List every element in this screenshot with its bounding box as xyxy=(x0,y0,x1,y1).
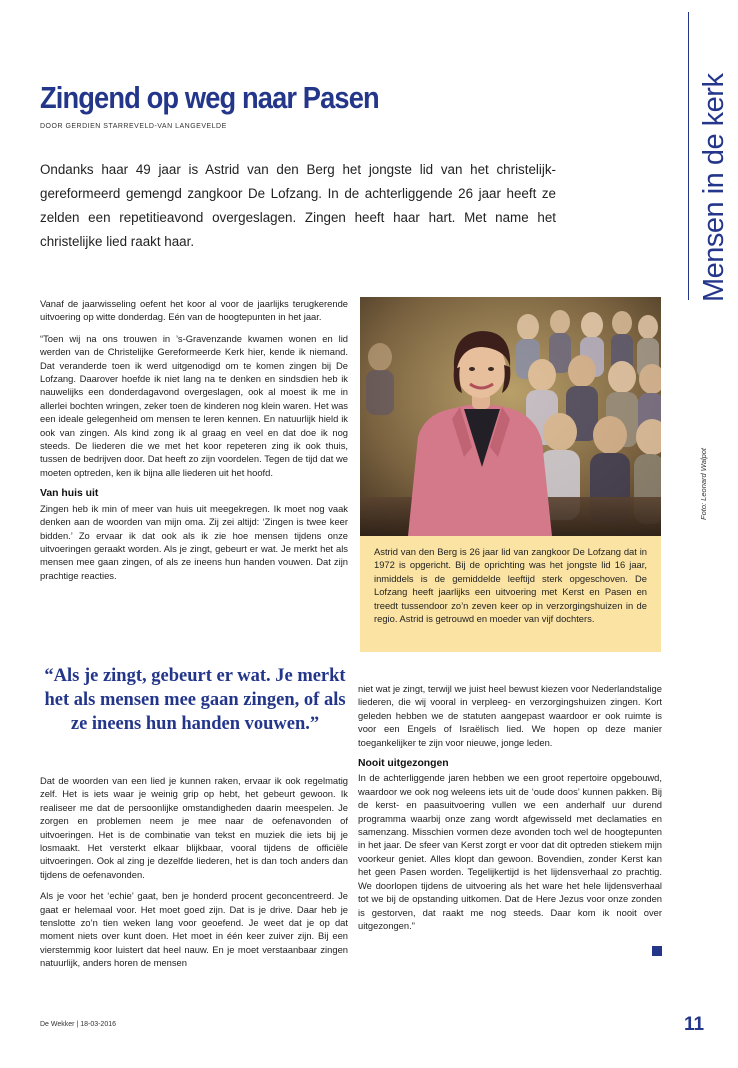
photo-illustration xyxy=(360,297,661,536)
paragraph: Dat de woorden van een lied je kunnen raken, ervaar ik ook regelmatig zelf. Het is iets waar je weinig grip op hebt, het gebeurt gewoon. Ik realiseer me dat de persoonlijke omstandigheden daarin meespelen. Je zorgen en problemen neem je mee naar de oefenavonden of uitvoeringen. Het is de combinatie van tekst en muziek die iets bij je losmaakt. Het versterkt elkaar blijkbaar, vooral tijdens de officiële uitvoeringen. Ook al zing je dezelfde liederen, het is dan toch anders dan tijdens de oefenavonden. xyxy=(40,775,348,880)
page-number: 11 xyxy=(684,1014,705,1035)
column-1 xyxy=(40,297,348,590)
paragraph: Vanaf de jaarwisseling oefent het koor al voor de jaarlijks terugkerende uitvoering op witte donderdag. Eén van de hoogtepunten in het jaar. xyxy=(40,298,348,323)
article-title: Zingend op weg naar Pasen xyxy=(40,80,379,115)
pull-quote: “Als je zingt, gebeurt er wat. Je merkt het als mensen mee gaan zingen, of als ze ineens hun handen vouwen.” xyxy=(44,666,346,734)
paragraph: In de achterliggende jaren hebben we een groot repertoire opgebouwd, waardoor we ook nog weleens iets uit de ‘oude doos’ kunnen pakken. Bij de kerst- en paasuitvoering vullen we een anderhalf uur durend programma waarbij onze zang wordt afgewisseld met declamaties en samenzang. Misschien vormen deze avonden toch wel de hoogtepunten in het jaar. De sfeer van Kerst zorgt er voor dat dit optreden stiekem mijn voorkeur geniet. Alles klopt dan gewoon. Bovendien, zonder Kerst kan het geen Pasen worden. Tegelijkertijd is het lijdensverhaal zo prachtig. We doorlopen tijdens de uitvoering als het ware het hele lijdensverhaal tot we bij de opstanding uitkomen. Dat de Here Jezus voor onze zonden is gestorven, dat raakt me nog steeds. Daar kom ik nooit over uitgezongen.” xyxy=(358,772,662,931)
section-divider-line xyxy=(688,12,689,300)
section-label: Mensen in de kerk xyxy=(698,73,730,302)
footer-publication: De Wekker | 18-03-2016 xyxy=(40,1021,117,1028)
end-of-article-square-icon xyxy=(652,946,662,956)
paragraph: Zingen heb ik min of meer van huis uit meegekregen. Ik moet nog vaak denken aan de woorden van mijn oma. Zij zei altijd: ‘Zingen is twee keer bidden.’ Zo ervaar ik dat ook als ik zie hoe mensen tijdens onze uitvoeringen geraakt worden. Als je zingt, gebeurt er wat. Je merkt het als mensen mee gaan zingen, of als ze ineens hun handen vouwen. Dat zijn prachtige reacties. xyxy=(40,502,348,581)
paragraph: “Toen wij na ons trouwen in ’s-Gravenzande kwamen wonen en lid werden van de Christelijke Gereformeerde Kerk hier, kende ik niemand. Dat veranderde toen ik werd uitgenodigd om te komen zingen bij De Lofzang. Daarover hoefde ik niet lang na te denken en sindsdien heb ik nauwelijks een donderdagavond overgeslagen, ook al moest ik me in allerlei bochten wringen, zeker toen de kinderen nog klein waren. Het was een ideale gelegenheid om mensen te leren kennen. En natuurlijk hield ik ook van zingen. Als kind zong ik al graag en veel en dat doe ik nog steeds. De liederen die we met het koor repeteren zing ik ook thuis, tussen de bedrijven door. Dat heeft zo zijn voordelen. Tegen de tijd dat we moeten optreden, ken ik bijna alle liederen uit het hoofd. xyxy=(40,332,348,478)
photo-caption: Astrid van den Berg is 26 jaar lid van zangkoor De Lofzang dat in 1972 is opgericht. Bij de oprichting was het jongste lid 16 jaar, inmiddels is de gemiddelde leeftijd sterk opgeschoven. De Lofzang heeft jaarlijks een uitvoering met Kerst en Pasen en treedt tussendoor zo’n zeven keer op in verzorgingshuizen in de regio. Astrid is getrouwd en moeder van vijf dochters. xyxy=(360,536,661,652)
subheading: Nooit uitgezongen xyxy=(358,758,449,770)
column-2 xyxy=(40,774,348,978)
photo-credit: Foto: Leonard Walpot xyxy=(699,448,708,520)
subheading: Van huis uit xyxy=(40,488,99,500)
byline: DOOR GERDIEN STARREVELD-VAN LANGEVELDE xyxy=(40,123,227,130)
paragraph: niet wat je zingt, terwijl we juist heel bewust kiezen voor Nederlandstalige liederen, die wij vooral in verpleeg- en verzorgingshuizen zingen. Kort geleden hebben we de statuten aangepast waardoor er ook ruimte is voor een Engels of Israëlisch lied. We hopen op deze manier toegankelijker te zijn voor nieuwe, jonge leden. xyxy=(358,683,662,748)
column-3 xyxy=(358,682,662,940)
article-photo xyxy=(360,297,661,536)
intro-paragraph: Ondanks haar 49 jaar is Astrid van den Berg het jongste lid van het christelijk-gereformeerd gemengd zangkoor De Lofzang. In de achterliggende 26 jaar heeft ze zelden een repetitieavond overgeslagen. Zingen heeft haar hart. Met name het christelijke lied raakt haar. xyxy=(40,162,556,249)
paragraph: Als je voor het ‘echie’ gaat, ben je honderd procent geconcentreerd. Je gaat er helemaal voor. Het moet goed zijn. Dat is je drive. Daar heb je tenslotte zo’n tien weken lang voor geoefend. Je weet dat je op dat moment niets over kunt doen. Het moet in één keer zuiver zijn. Bij een vierstemmig koor luistert dat heel nauw. En je moet verstaanbaar zingen natuurlijk, anders horen de mensen xyxy=(40,890,348,969)
